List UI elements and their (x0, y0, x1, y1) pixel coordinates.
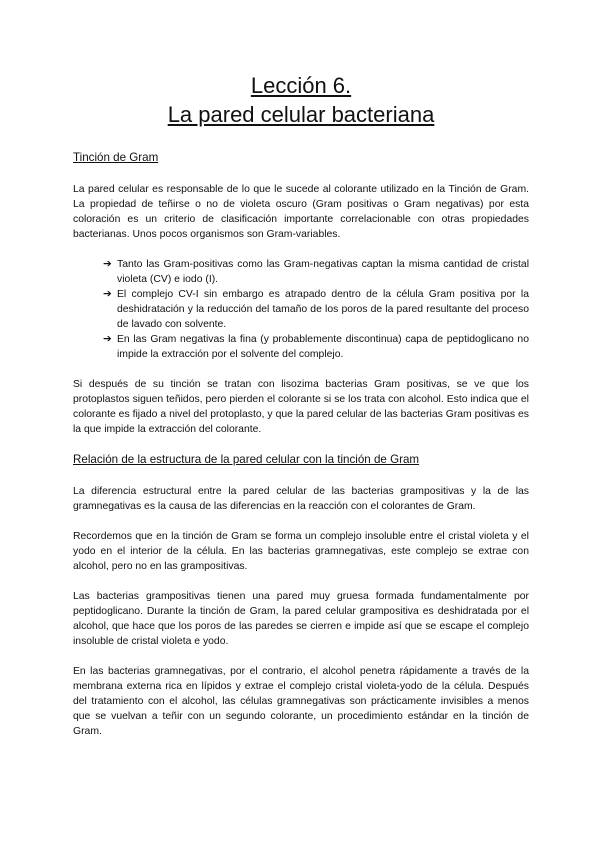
list-item (104, 287, 529, 332)
list-item (104, 332, 529, 362)
lesson-number-title: Lección 6. (250, 73, 352, 98)
lesson-main-title: La pared celular bacteriana (167, 102, 435, 127)
list-item-text: En las Gram negativas la fina (y probablemente discontinua) capa de peptidoglicano no impide la extracción por el solvente del complejo. (117, 334, 529, 360)
paragraph-gramnegative-wall: En las bacterias gramnegativas, por el contrario, el alcohol penetra rápidamente a través de la membrana externa rica en lípidos y extrae el complejo cristal violeta-yodo de la célula. Después del tratamiento con el alcohol, las células gramnegativas son prácticamente invisibles a menos que se vuelvan a teñir con un segundo colorante, un procedimiento estándar en la tinción de Gram. (73, 666, 529, 737)
paragraph-intro: La pared celular es responsable de lo que le sucede al colorante utilizado en la Tinción de Gram. La propiedad de teñirse o no de violeta oscuro (Gram positivas o Gram negativas) por esta coloración es un criterio de clasificación importante correlacionable con otras propiedades bacterianas. Unos pocos organismos son Gram-variables. (73, 184, 529, 240)
section-heading-wall-structure: Relación de la estructura de la pared celular con la tinción de Gram (73, 453, 420, 466)
paragraph-insoluble-complex: Recordemos que en la tinción de Gram se forma un complejo insoluble entre el cristal violeta y el yodo en el interior de la célula. En las bacterias gramnegativas, este complejo se extrae con alcohol, pero no en las grampositivas. (73, 531, 529, 572)
arrow-bullet-icon: ➔ (103, 258, 112, 270)
arrow-bullet-icon: ➔ (103, 333, 112, 345)
list-item (104, 257, 529, 287)
section-heading-gram-stain: Tinción de Gram (73, 151, 159, 164)
paragraph-lysozyme: Si después de su tinción se tratan con lisozima bacterias Gram positivas, se ve que los protoplastos siguen teñidos, pero pierden el colorante si se los trata con alcohol. Esto indica que el colorante es fijado a nivel del protoplasto, y que la pared celular de las bacterias Gram positivas es la que impide la extracción del colorante. (73, 379, 529, 435)
list-item-text: Tanto las Gram-positivas como las Gram-negativas captan la misma cantidad de cristal violeta (CV) e iodo (I). (117, 259, 529, 285)
list-item-text: El complejo CV-I sin embargo es atrapado dentro de la célula Gram positiva por la deshidratación y la reducción del tamaño de los poros de la pared resultante del proceso de lavado con solvente. (117, 289, 529, 330)
document-page (73, 72, 529, 739)
arrow-bullet-icon: ➔ (103, 288, 112, 300)
paragraph-structural-difference: La diferencia estructural entre la pared celular de las bacterias grampositivas y la de las gramnegativas es la causa de las diferencias en la reacción con el colorantes de Gram. (73, 486, 529, 512)
bullet-list (73, 257, 529, 362)
paragraph-grampositive-wall: Las bacterias grampositivas tienen una pared muy gruesa formada fundamentalmente por peptidoglicano. Durante la tinción de Gram, la pared celular grampositiva es deshidratada por el alcohol, que hace que los poros de las paredes se cierren e impide así que se escape el complejo insoluble de cristal violeta e yodo. (73, 591, 529, 647)
